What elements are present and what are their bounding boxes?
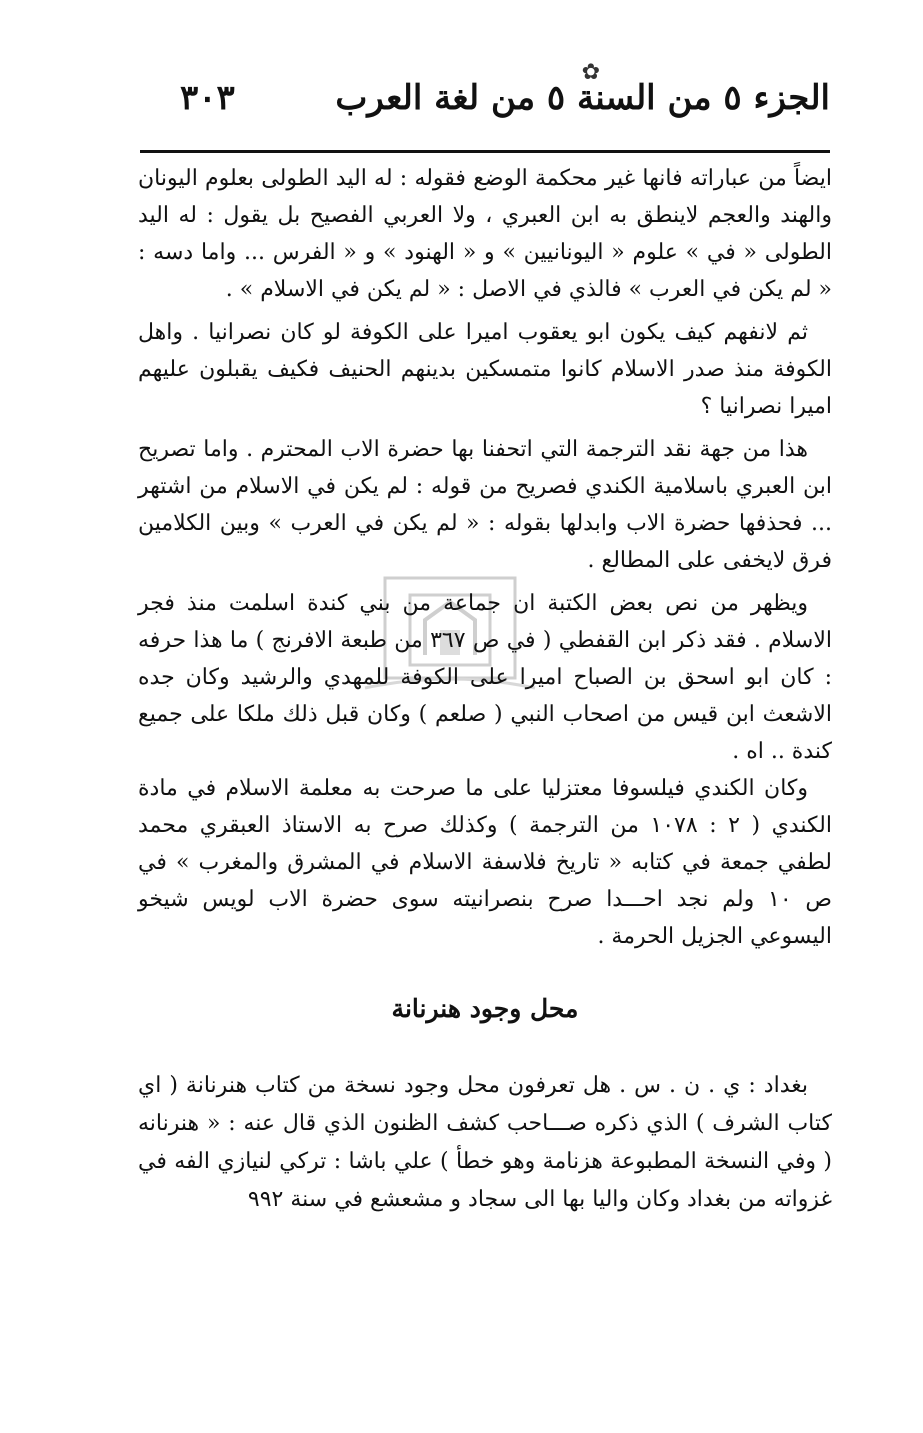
paragraph-2: ثم لانفهم كيف يكون ابو يعقوب اميرا على الكوفة لو كان نصرانيا . واهل الكوفة منذ صدر الاسلام كانوا متمسكين بدينهم الحنيف فكيف يقبلون عليهم اميرا نصرانيا ؟	[138, 320, 832, 419]
paragraph-3: هذا من جهة نقد الترجمة التي اتحفنا بها حضرة الاب المحترم . واما تصريح ابن العبري باسلامية الكندي فصريح من قوله : لم يكن في الاسلام من اشتهر ... فحذفها حضرة الاب وابدلها بقوله : « لم يكن في العرب » وبين الكلامين فرق لايخفى على المطالع .	[138, 437, 832, 573]
paragraph-5: وكان الكندي فيلسوفا معتزليا على ما صرحت به معلمة الاسلام في مادة الكندي ( ٢ : ١٠٧٨ من الترجمة ) وكذلك صرح به الاستاذ العبقري محمد لطفي جمعة في كتابه « تاريخ فلاسفة الاسلام في المشرق والمغرب » في ص ١٠ ولم نجد احـــدا صرح بنصرانيته سوى حضرة الاب لويس شيخو اليسوعي الجزيل الحرمة .	[138, 776, 832, 949]
ornament-icon: ✿	[581, 60, 600, 85]
running-title: الجزء ٥ من السنة ٥ من لغة العرب	[335, 78, 830, 118]
paragraph-1: ايضاً من عباراته فانها غير محكمة الوضع فقوله : له اليد الطولى بعلوم اليونان والهند والعجم لاينطق به ابن العبري ، ولا العربي الفصيح بل يقول : له اليد الطولى « في » علوم « اليونانيين » و « الهنود » و « الفرس ... واما دسه : « لم يكن في العرب » فالذي في الاصل : « لم يكن في الاسلام » .	[138, 166, 832, 302]
paragraph-4: ويظهر من نص بعض الكتبة ان جماعة من بني كندة اسلمت منذ فجر الاسلام . فقد ذكر ابن القفطي ( في ص ٣٦٧ من طبعة الافرنج ) ما هذا حرفه : كان ابو اسحق بن الصباح اميرا على الكوفة للمهدي والرشيد وكان جده الاشعث ابن قيس من اصحاب النبي ( صلعم ) وكان قبل ذلك ملكا على جميع كندة .. اه .	[138, 591, 832, 764]
section-heading: محل وجود هنرنانة	[391, 994, 579, 1023]
page-header	[140, 60, 830, 146]
page-number: ٣٠٣	[180, 78, 235, 118]
page-body	[138, 160, 832, 1219]
header-divider	[140, 150, 830, 153]
section-paragraph: بغداد : ي . ن . س . هل تعرفون محل وجود نسخة من كتاب هنرنانة ( اي كتاب الشرف ) الذي ذكره صـــاحب كشف الظنون الذي قال عنه : « هنرنانه ( وفي النسخة المطبوعة هزنامة وهو خطأ ) علي باشا : تركي لنيازي الفه في غزواته من بغداد وكان واليا بها الى سجاد و مشعشع في سنة ٩٩٢	[138, 1073, 832, 1212]
